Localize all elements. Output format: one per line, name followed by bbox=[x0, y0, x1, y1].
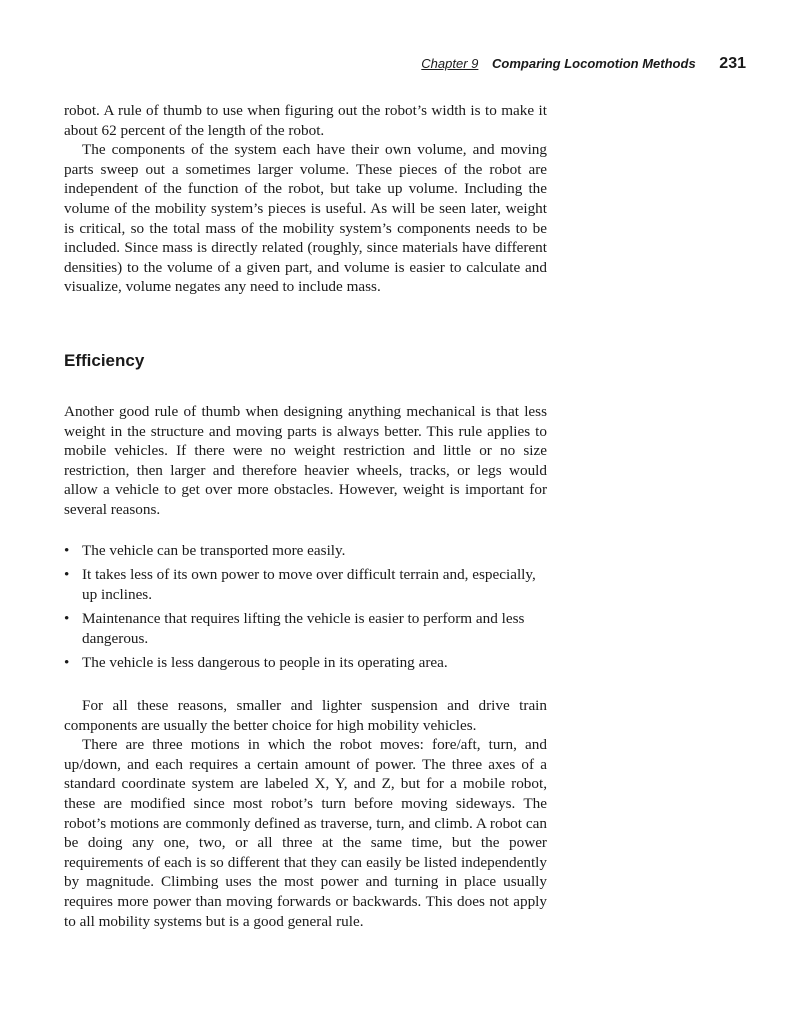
paragraph-reasons-summary: For all these reasons, smaller and lighter suspension and drive train components are usually the better choice for high mobility vehicles. bbox=[64, 697, 547, 734]
page-number: 231 bbox=[719, 55, 746, 72]
reasons-list bbox=[64, 541, 547, 674]
bullet-icon: • bbox=[64, 541, 70, 559]
list-item-text: Maintenance that requires lifting the vehicle is easier to perform and less dangerous. bbox=[82, 610, 525, 647]
section-heading-efficiency: Efficiency bbox=[64, 350, 145, 370]
list-item-text: It takes less of its own power to move over difficult terrain and, especially, up inclines. bbox=[82, 566, 536, 603]
chapter-title: Comparing Locomotion Methods bbox=[492, 56, 696, 71]
bullet-icon: • bbox=[64, 610, 70, 628]
list-item bbox=[64, 609, 547, 648]
list-item-text: The vehicle is less dangerous to people in its operating area. bbox=[82, 654, 448, 672]
paragraph-continued: robot. A rule of thumb to use when figuring out the robot’s width is to make it about 62 percent of the length of the robot. bbox=[64, 102, 547, 139]
list-item bbox=[64, 565, 547, 604]
running-header bbox=[60, 55, 746, 73]
list-item bbox=[64, 541, 547, 561]
chapter-link[interactable]: Chapter 9 bbox=[421, 56, 479, 71]
bullet-icon: • bbox=[64, 654, 70, 672]
paragraph-three-motions: There are three motions in which the robot moves: fore/aft, turn, and up/down, and each requires a certain amount of power. The three axes of a standard coordinate system are labeled X, Y, and Z, but for a mobile robot, these are modified since most robot’s turn before moving sideways. The robot’s motions are commonly defined as traverse, turn, and climb. A robot can be doing any one, two, or all three at the same time, but the power requirements of each is so different that they can easily be listed independently by magnitude. Climbing uses the most power and turning in place usually requires more power than moving forwards or backwards. This does not apply to all mobility systems but is a good general rule. bbox=[64, 736, 547, 930]
list-item bbox=[64, 653, 547, 673]
list-item-text: The vehicle can be transported more easily. bbox=[82, 541, 346, 559]
paragraph-components-volume: The components of the system each have their own volume, and moving parts sweep out a sometimes larger volume. These pieces of the robot are independent of the function of the robot, but take up volume. Including the volume of the mobility system’s pieces is useful. As will be seen later, weight is critical, so the total mass of the mobility system’s components needs to be included. Since mass is directly related (roughly, since materials have different densities) to the volume of a given part, and volume is easier to calculate and visualize, volume negates any need to include mass. bbox=[64, 141, 547, 296]
bullet-icon: • bbox=[64, 566, 70, 584]
body-text bbox=[64, 101, 547, 931]
paragraph-efficiency-intro: Another good rule of thumb when designing anything mechanical is that less weight in the structure and moving parts is always better. This rule applies to mobile vehicles. If there were no weight restriction and little or no size restriction, then larger and therefore heavier wheels, tracks, or legs would allow a vehicle to get over more obstacles. However, weight is important for several reasons. bbox=[64, 402, 547, 518]
